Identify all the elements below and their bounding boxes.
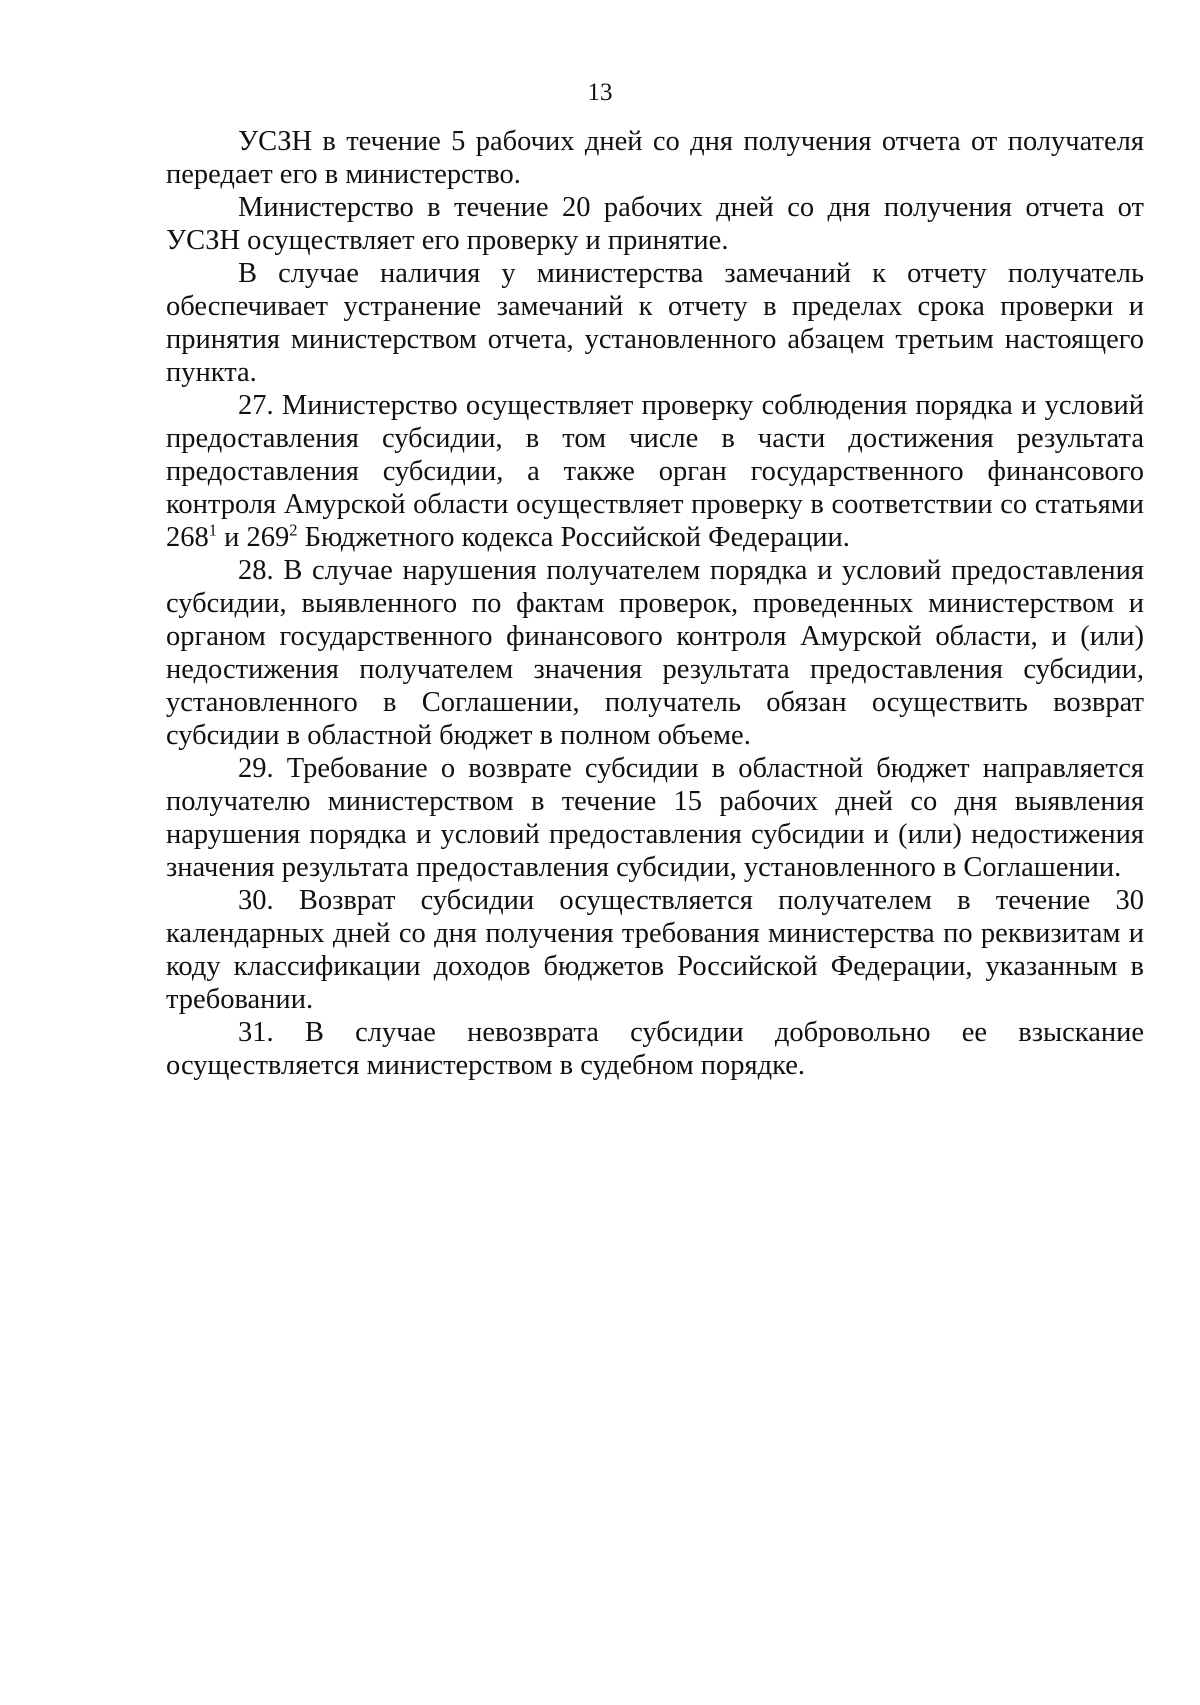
paragraph-27-superscript-1: 1 [208,520,218,540]
paragraph-27 [166,389,1144,554]
paragraph-27-end-text: Бюджетного кодекса Российской Федерации. [297,522,850,553]
paragraph-27-middle-text: и 269 [217,522,290,553]
paragraph-29: 29. Требование о возврате субсидии в областной бюджет направляется получателю министерством в течение 15 рабочих дней со дня выявления нарушения порядка и условий предоставления субсидии и (или) недостижения значения результата предоставления субсидии, установленного в Соглашении. [166,753,1144,883]
document-body [166,125,1144,1082]
page-number: 13 [587,79,613,106]
paragraph-ministry-check: Министерство в течение 20 рабочих дней со дня получения отчета от УСЗН осуществляет его проверку и принятие. [166,192,1144,256]
paragraph-remarks: В случае наличия у министерства замечаний к отчету получатель обеспечивает устранение замечаний к отчету в пределах срока проверки и принятия министерством отчета, установленного абзацем третьим настоящего пункта. [166,258,1144,388]
paragraph-27-superscript-2: 2 [289,520,298,540]
paragraph-27-main-text: 27. Министерство осуществляет проверку соблюдения порядка и условий предоставления субсидии, в том числе в части достижения результата предоставления субсидии, а также орган государственного финансового контроля Амурской области осуществляет проверку в соответствии со статьями 268 [166,390,1144,553]
paragraph-uszn-transfer: УСЗН в течение 5 рабочих дней со дня получения отчета от получателя передает его в министерство. [166,126,1144,190]
paragraph-30: 30. Возврат субсидии осуществляется получателем в течение 30 календарных дней со дня получения требования министерства по реквизитам и коду классификации доходов бюджетов Российской Федерации, указанным в требовании. [166,885,1144,1015]
paragraph-31: 31. В случае невозврата субсидии добровольно ее взыскание осуществляется министерством в судебном порядке. [166,1017,1144,1081]
paragraph-28: 28. В случае нарушения получателем порядка и условий предоставления субсидии, выявленного по фактам проверок, проведенных министерством и органом государственного финансового контроля Амурской области, и (или) недостижения получателем значения результата предоставления субсидии, установленного в Соглашении, получатель обязан осуществить возврат субсидии в областной бюджет в полном объеме. [166,555,1144,751]
